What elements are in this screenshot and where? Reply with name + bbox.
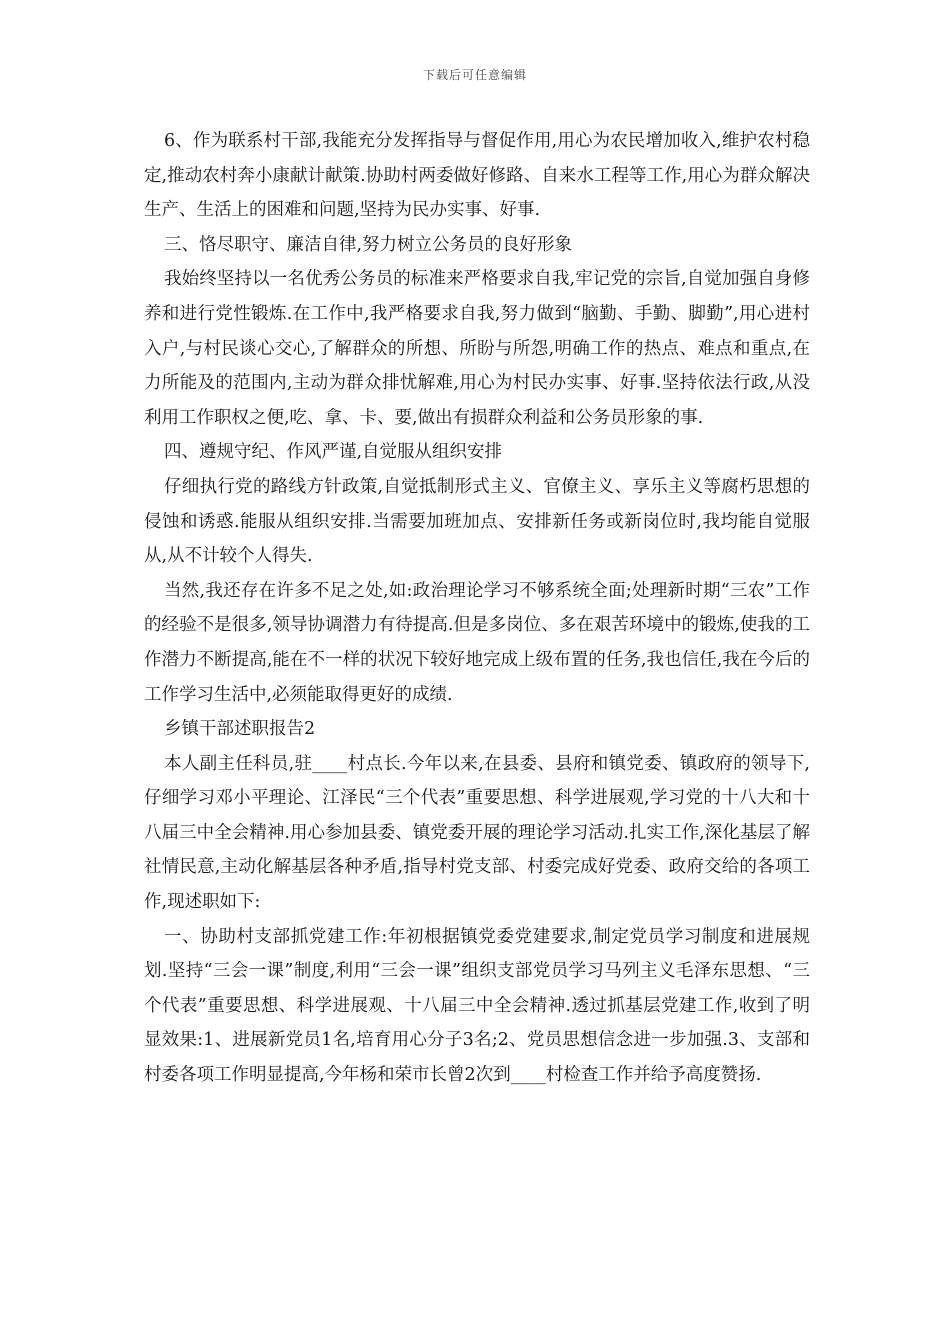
document-body bbox=[144, 124, 810, 1093]
section-heading-4: 四、遵规守纪、作风严谨,自觉服从组织安排 bbox=[164, 442, 503, 463]
paragraph-party-building: 一、协助村支部抓党建工作:年初根据镇党委党建要求,制定党员学习制度和进展规划.坚持“三会一课”制度,利用“三会一课”组织支部党员学习马列主义毛泽东思想、“三个代表”重要思想、科学进展观、十八届三中全会精神.透过抓基层党建工作,收到了明显效果:1、进展新党员1名,培育用心分子3名;2、党员思想信念进一步加强.3、支部和村委各项工作明显提高,今年杨和荣市长曾2次到____村检查工作并给予高度赞扬. bbox=[144, 926, 810, 1086]
report-title-2: 乡镇干部述职报告2 bbox=[164, 719, 316, 740]
paragraph-discipline: 仔细执行党的路线方针政策,自觉抵制形式主义、官僚主义、享乐主义等腐朽思想的侵蚀和诱惑.能服从组织安排.当需要加班加点、安排新任务或新岗位时,我均能自觉服从,从不计较个人得失. bbox=[144, 476, 810, 567]
paragraph-integrity: 我始终坚持以一名优秀公务员的标准来严格要求自我,牢记党的宗旨,自觉加强自身修养和进行党性锻炼.在工作中,我严格要求自我,努力做到“脑勤、手勤、脚勤”,用心进村入户,与村民谈心交心,了解群众的所想、所盼与所怨,明确工作的热点、难点和重点,在力所能及的范围内,主动为群众排忧解难,用心为村民办实事、好事.坚持依法行政,从没利用工作职权之便,吃、拿、卡、要,做出有损群众利益和公务员形象的事. bbox=[144, 269, 810, 428]
paragraph-item-6: 6、作为联系村干部,我能充分发挥指导与督促作用,用心为农民增加收入,维护农村稳定,推动农村奔小康献计献策.协助村两委做好修路、自来水工程等工作,用心为群众解决生产、生活上的困难和问题,坚持为民办实事、好事. bbox=[144, 131, 810, 221]
paragraph-intro: 本人副主任科员,驻____村点长.今年以来,在县委、县府和镇党委、镇政府的领导下,仔细学习邓小平理论、江泽民“三个代表”重要思想、科学进展观,学习党的十八大和十八届三中全会精神.用心参加县委、镇党委开展的理论学习活动.扎实工作,深化基层了解社情民意,主动化解基层各种矛盾,指导村党支部、村委完成好党委、政府交给的各项工作,现述职如下: bbox=[144, 753, 810, 913]
paragraph-shortcomings: 当然,我还存在许多不足之处,如:政治理论学习不够系统全面;处理新时期“三农”工作的经验不是很多,领导协调潜力有待提高.但是多岗位、多在艰苦环境中的锻炼,使我的工作潜力不断提高,能在不一样的状况下较好地完成上级布置的任务,我也信任,我在今后的工作学习生活中,必须能取得更好的成绩. bbox=[144, 580, 810, 705]
section-heading-3: 三、恪尽职守、廉洁自律,努力树立公务员的良好形象 bbox=[164, 234, 573, 255]
page-header: 下载后可任意编辑 bbox=[422, 68, 527, 82]
